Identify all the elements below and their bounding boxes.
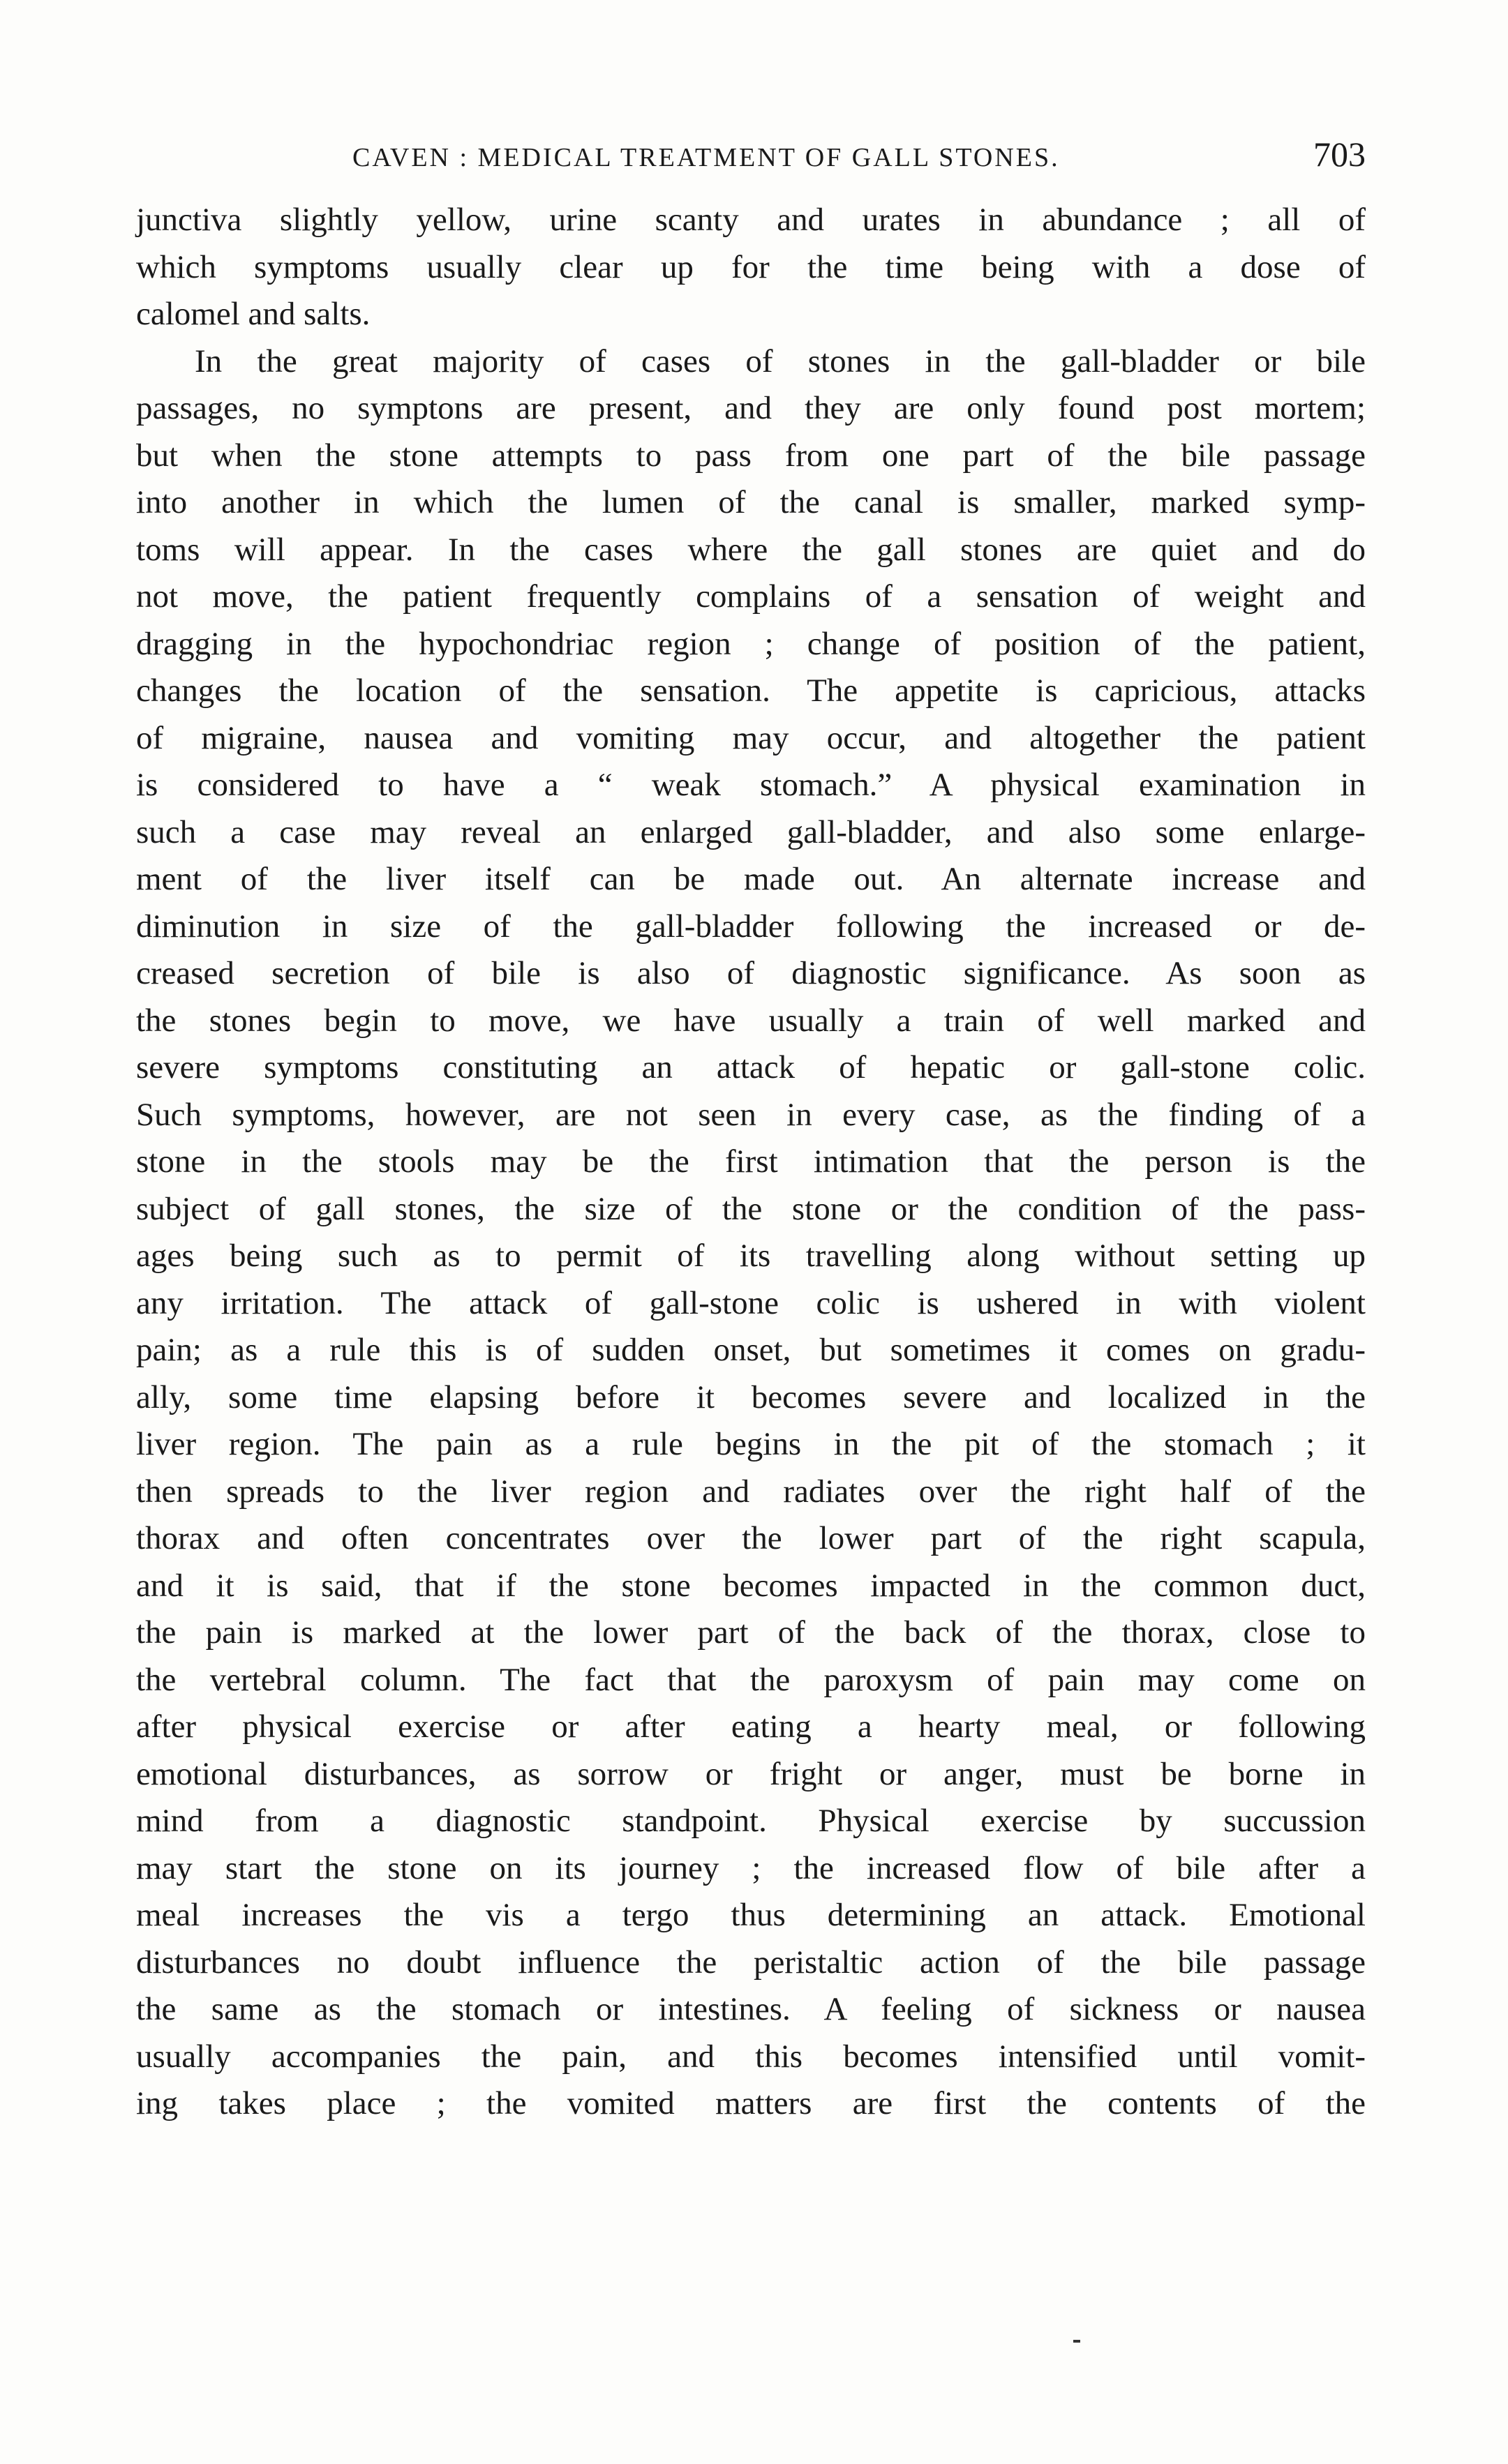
text-line: subject of gall stones, the size of the stone or the condition of the pass- <box>136 1190 1366 1227</box>
text-line: calomel and salts. <box>136 296 371 332</box>
running-head <box>136 133 1366 181</box>
text-line: the same as the stomach or intestines. A feeling of sickness or nausea <box>136 1991 1366 2027</box>
text-line: ment of the liver itself can be made out. An alternate increase and <box>136 861 1366 897</box>
text-line: toms will appear. In the cases where the gall stones are quiet and do <box>136 531 1366 568</box>
text-line: any irritation. The attack of gall-stone colic is ushered in with violent <box>136 1284 1366 1321</box>
text-line: diminution in size of the gall-bladder following the increased or de- <box>136 908 1366 945</box>
text-line: but when the stone attempts to pass from one part of the bile passage <box>136 437 1366 474</box>
text-line: of migraine, nausea and vomiting may occur, and altogether the patient <box>136 719 1366 756</box>
text-line: mind from a diagnostic standpoint. Physical exercise by succussion <box>136 1803 1366 1839</box>
text-line: such a case may reveal an enlarged gall-bladder, and also some enlarge- <box>136 813 1366 850</box>
text-line: pain; as a rule this is of sudden onset, but sometimes it comes on gradu- <box>136 1332 1366 1368</box>
text-line: emotional disturbances, as sorrow or fright or anger, must be borne in <box>136 1755 1366 1792</box>
text-line: junctiva slightly yellow, urine scanty and urates in abundance ; all of <box>136 202 1366 238</box>
text-line: ally, some time elapsing before it becomes severe and localized in the <box>136 1379 1366 1415</box>
text-line: then spreads to the liver region and radiates over the right half of the <box>136 1473 1366 1510</box>
text-line: is considered to have a “ weak stomach.” A physical examination in <box>136 767 1366 803</box>
text-line: may start the stone on its journey ; the increased flow of bile after a <box>136 1849 1366 1886</box>
text-line: the vertebral column. The fact that the paroxysm of pain may come on <box>136 1661 1366 1698</box>
text-line: severe symptoms constituting an attack of hepatic or gall-stone colic. <box>136 1049 1366 1085</box>
text-line: passages, no symptons are present, and they are only found post mortem; <box>136 390 1366 426</box>
text-line: thorax and often concentrates over the lower part of the right scapula, <box>136 1520 1366 1556</box>
page-number: 703 <box>1313 135 1366 174</box>
text-line: into another in which the lumen of the canal is smaller, marked symp- <box>136 484 1366 520</box>
text-line: not move, the patient frequently complains of a sensation of weight and <box>136 578 1366 615</box>
text-line: and it is said, that if the stone becomes impacted in the common duct, <box>136 1567 1366 1604</box>
text-line: changes the location of the sensation. The appetite is capricious, attacks <box>136 673 1366 709</box>
body-text <box>136 197 1366 2128</box>
text-line: the pain is marked at the lower part of the back of the thorax, close to <box>136 1614 1366 1651</box>
text-line: In the great majority of cases of stones in the gall-bladder or bile <box>195 343 1366 380</box>
text-line: creased secretion of bile is also of diagnostic significance. As soon as <box>136 955 1366 991</box>
text-line: liver region. The pain as a rule begins in the pit of the stomach ; it <box>136 1426 1366 1462</box>
running-title: CAVEN : MEDICAL TREATMENT OF GALL STONES. <box>352 143 1060 172</box>
text-line: usually accompanies the pain, and this becomes intensified until vomit- <box>136 2038 1366 2075</box>
ink-speck <box>1073 2340 1080 2343</box>
text-line: ages being such as to permit of its travelling along without setting up <box>136 1238 1366 1274</box>
text-line: disturbances no doubt influence the peristaltic action of the bile passage <box>136 1944 1366 1981</box>
text-line: dragging in the hypochondriac region ; change of position of the patient, <box>136 625 1366 662</box>
text-line: the stones begin to move, we have usually a train of well marked and <box>136 1002 1366 1039</box>
text-line: Such symptoms, however, are not seen in every case, as the finding of a <box>136 1096 1366 1133</box>
text-line: which symptoms usually clear up for the time being with a dose of <box>136 248 1366 285</box>
text-line: ing takes place ; the vomited matters are first the contents of the <box>136 2085 1366 2121</box>
text-line: stone in the stools may be the first intimation that the person is the <box>136 1143 1366 1180</box>
text-line: meal increases the vis a tergo thus determining an attack. Emotional <box>136 1897 1366 1933</box>
text-line: after physical exercise or after eating a hearty meal, or following <box>136 1708 1366 1745</box>
